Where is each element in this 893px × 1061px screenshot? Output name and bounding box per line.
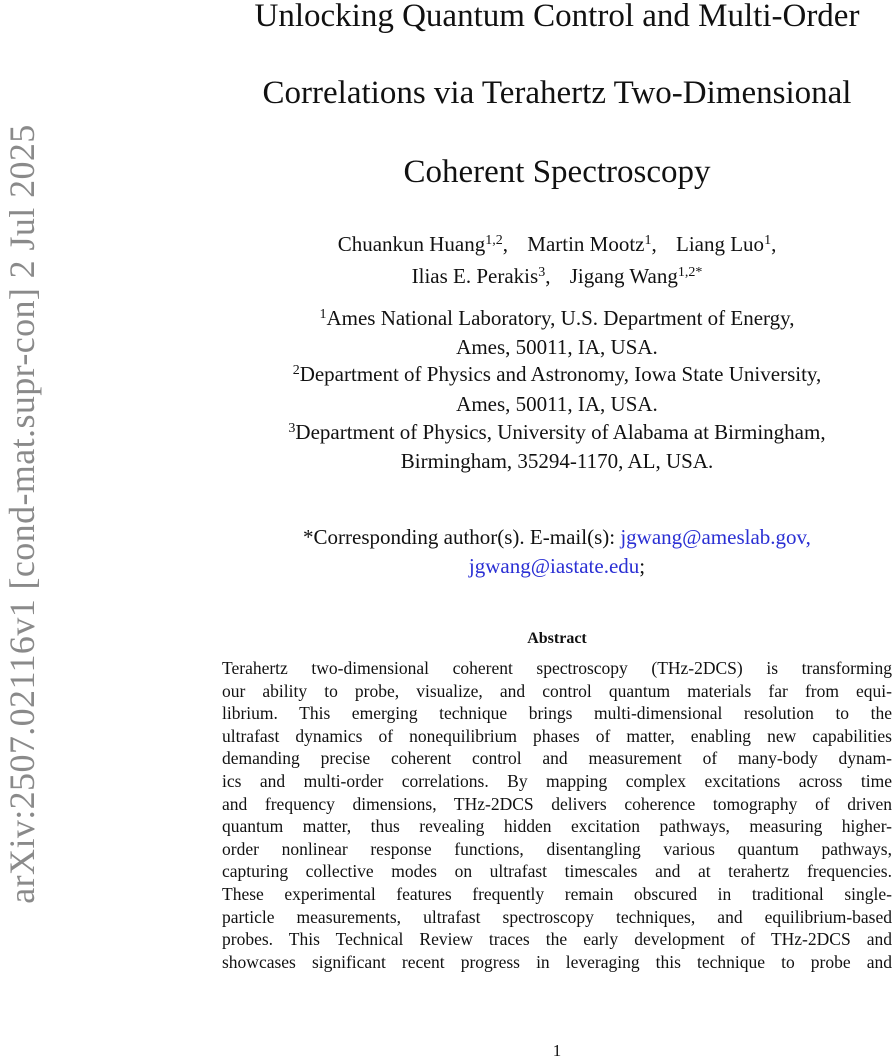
abstract-heading: Abstract: [527, 630, 587, 647]
title-line-1: Unlocking Quantum Control and Multi-Order: [254, 0, 860, 34]
abstract-line: quantum matter, thus revealing hidden excitation pathways, measuring higher-: [222, 816, 892, 837]
affiliation-3: $^3$Department of Physics, University of Alabama at Birmingham,: [288, 420, 826, 444]
abstract-line: our ability to probe, visualize, and control quantum materials far from equi-: [222, 680, 892, 701]
title-line-3: Coherent Spectroscopy: [403, 154, 711, 190]
affiliation-3-address: Birmingham, 35294-1170, AL, USA.: [400, 449, 714, 473]
page-number: 1: [552, 1041, 562, 1060]
abstract-line: and frequency dimensions, THz-2DCS delivers coherence tomography of driven: [222, 793, 892, 814]
author-list-line-2: [222, 264, 892, 289]
author: Jigang Wang$^{1,2*}$: [569, 264, 703, 288]
author: Martin Mootz$^1$,: [527, 232, 657, 256]
title-line-2: Correlations via Terahertz Two-Dimensional: [262, 75, 852, 111]
author: Chuankun Huang$^{1,2}$,: [337, 232, 509, 256]
author: Ilias E. Perakis$^3$,: [411, 264, 551, 288]
abstract-line: demanding precise coherent control and measurement of many-body dynam-: [222, 748, 892, 769]
affiliation-1-address: Ames, 50011, IA, USA.: [456, 335, 658, 359]
abstract-line: probes. This Technical Review traces the early development of THz-2DCS and: [222, 929, 892, 950]
corresponding-author: [222, 525, 892, 550]
author-list-line-1: [222, 232, 892, 257]
corresponding-label: *Corresponding author(s). E-mail(s):: [303, 525, 616, 549]
abstract-line: showcases significant recent progress in leveraging this technique to probe and: [222, 951, 892, 972]
abstract-line: These experimental features frequently remain obscured in traditional single-: [222, 883, 892, 904]
corresponding-author-line-2: [222, 554, 892, 579]
abstract-line: librium. This emerging technique brings multi-dimensional resolution to the: [222, 703, 892, 724]
abstract-line: particle measurements, ultrafast spectroscopy techniques, and equilibrium-based: [222, 906, 892, 927]
abstract-line: Terahertz two-dimensional coherent spectroscopy (THz-2DCS) is transforming: [222, 658, 892, 678]
arxiv-identifier: arXiv:2507.02116v1 [cond-mat.supr-con] 2 Jul 2025: [2, 124, 42, 904]
email-link-ameslab[interactable]: jgwang@ameslab.gov,: [620, 525, 811, 549]
abstract-line: capturing collective modes on ultrafast timescales and at terahertz frequencies.: [222, 861, 892, 882]
abstract-body: [222, 657, 892, 973]
email-link-iastate[interactable]: jgwang@iastate.edu: [468, 554, 640, 578]
abstract-line: ics and multi-order correlations. By mapping complex excitations across time: [222, 770, 892, 791]
abstract-line: order nonlinear response functions, disentangling various quantum pathways,: [222, 838, 892, 859]
affiliation-1: $^1$Ames National Laboratory, U.S. Department of Energy,: [319, 306, 795, 330]
email-separator: ;: [639, 554, 646, 578]
author: Liang Luo$^1$,: [676, 232, 777, 256]
abstract-line: ultrafast dynamics of nonequilibrium phases of matter, enabling new capabilities: [222, 725, 892, 746]
affiliation-2: $^2$Department of Physics and Astronomy, Iowa State University,: [292, 362, 822, 386]
affiliation-2-address: Ames, 50011, IA, USA.: [456, 392, 658, 416]
